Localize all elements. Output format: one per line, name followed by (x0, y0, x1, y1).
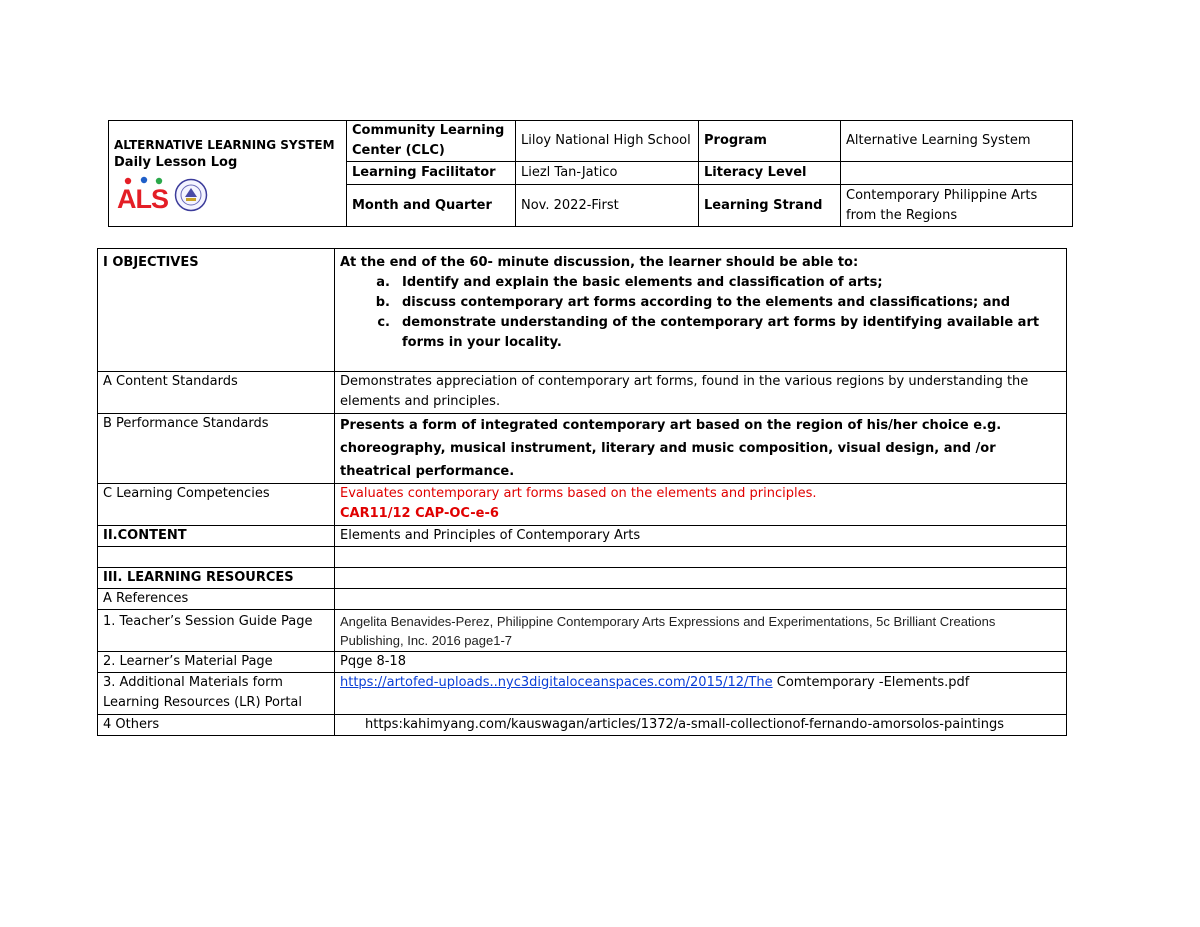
competency-code: CAR11/12 CAP-OC-e-6 (340, 506, 499, 521)
item-text: demonstrate understanding of the contemporary art forms by identifying available art forms in your locality. (402, 315, 1040, 350)
competencies-cell (335, 484, 1067, 526)
table-row (98, 610, 1067, 652)
content-standards-value: Demonstrates appreciation of contemporary art forms, found in the various regions by understanding the elements and principles. (335, 372, 1067, 414)
table-row (98, 673, 1067, 715)
als-logo (114, 176, 174, 212)
teacher-guide-label: 1. Teacher’s Session Guide Page (98, 610, 335, 652)
table-row (98, 526, 1067, 547)
others-value: https:kahimyang.com/kauswagan/articles/1372/a-small-collectionof-fernando-amorsolos-paintings (335, 715, 1067, 736)
program-label: Program (699, 121, 841, 162)
program-value: Alternative Learning System (841, 121, 1073, 162)
objectives-label: I OBJECTIVES (98, 249, 335, 372)
table-row (98, 715, 1067, 736)
table-row (98, 372, 1067, 414)
log-title: Daily Lesson Log (114, 154, 238, 170)
als-logo-text: ALS (117, 183, 168, 212)
header-table (108, 120, 1073, 227)
table-row (98, 249, 1067, 372)
month-value: Nov. 2022-First (516, 185, 699, 227)
additional-materials-cell (335, 673, 1067, 715)
content-label: II.CONTENT (98, 526, 335, 547)
additional-materials-label: 3. Additional Materials form Learning Resources (LR) Portal (98, 673, 335, 715)
table-row (98, 414, 1067, 484)
item-text: discuss contemporary art forms according to the elements and classifications; and (402, 295, 1011, 310)
empty-cell (335, 547, 1067, 568)
table-row (98, 589, 1067, 610)
item-text: Identify and explain the basic elements and classification of arts; (402, 275, 883, 290)
item-marker: b. (375, 295, 390, 310)
table-row (98, 652, 1067, 673)
learner-material-label: 2. Learner’s Material Page (98, 652, 335, 673)
resources-label: III. LEARNING RESOURCES (98, 568, 335, 589)
teacher-guide-value: Angelita Benavides-Perez, Philippine Contemporary Arts Expressions and Experimentations, 5c Brilliant Creations Publishing, Inc. 2016 page1-7 (335, 610, 1067, 652)
lesson-table (97, 248, 1067, 736)
literacy-value (841, 162, 1073, 185)
performance-standards-label: B Performance Standards (98, 414, 335, 484)
header-title-cell (109, 121, 347, 227)
system-title: ALTERNATIVE LEARNING SYSTEM (114, 137, 335, 152)
table-row (98, 484, 1067, 526)
month-label: Month and Quarter (347, 185, 516, 227)
content-standards-label: A Content Standards (98, 372, 335, 414)
additional-materials-rest: Comtemporary -Elements.pdf (772, 675, 970, 690)
learner-material-value: Pqge 8-18 (335, 652, 1067, 673)
others-label: 4 Others (98, 715, 335, 736)
objectives-list (340, 273, 1061, 353)
competency-text: Evaluates contemporary art forms based on the elements and principles. (340, 486, 817, 501)
performance-standards-value: Presents a form of integrated contemporary art based on the region of his/her choice e.g. choreography, musical instrument, literary and music composition, visual design, and /or theatrical performance. (335, 414, 1067, 484)
additional-materials-link[interactable]: https://artofed-uploads..nyc3digitaloceanspaces.com/2015/12/The (340, 675, 773, 690)
strand-label: Learning Strand (699, 185, 841, 227)
item-marker: a. (376, 275, 390, 290)
clc-value: Liloy National High School (516, 121, 699, 162)
empty-cell (335, 568, 1067, 589)
literacy-label: Literacy Level (699, 162, 841, 185)
item-marker: c. (377, 315, 390, 330)
facilitator-label: Learning Facilitator (347, 162, 516, 185)
objectives-intro: At the end of the 60- minute discussion, the learner should be able to: (340, 255, 859, 270)
facilitator-value: Liezl Tan-Jatico (516, 162, 699, 185)
references-label: A References (98, 589, 335, 610)
table-row (98, 568, 1067, 589)
table-row (98, 547, 1067, 568)
empty-cell (335, 589, 1067, 610)
competencies-label: C Learning Competencies (98, 484, 335, 526)
strand-value: Contemporary Philippine Arts from the Regions (841, 185, 1073, 227)
logos (114, 176, 341, 212)
objectives-cell (335, 249, 1067, 372)
deped-seal-icon (174, 178, 208, 212)
clc-label: Community Learning Center (CLC) (347, 121, 516, 162)
list-item (340, 273, 1061, 293)
list-item (340, 293, 1061, 313)
empty-cell (98, 547, 335, 568)
list-item (340, 313, 1061, 353)
content-value: Elements and Principles of Contemporary Arts (335, 526, 1067, 547)
